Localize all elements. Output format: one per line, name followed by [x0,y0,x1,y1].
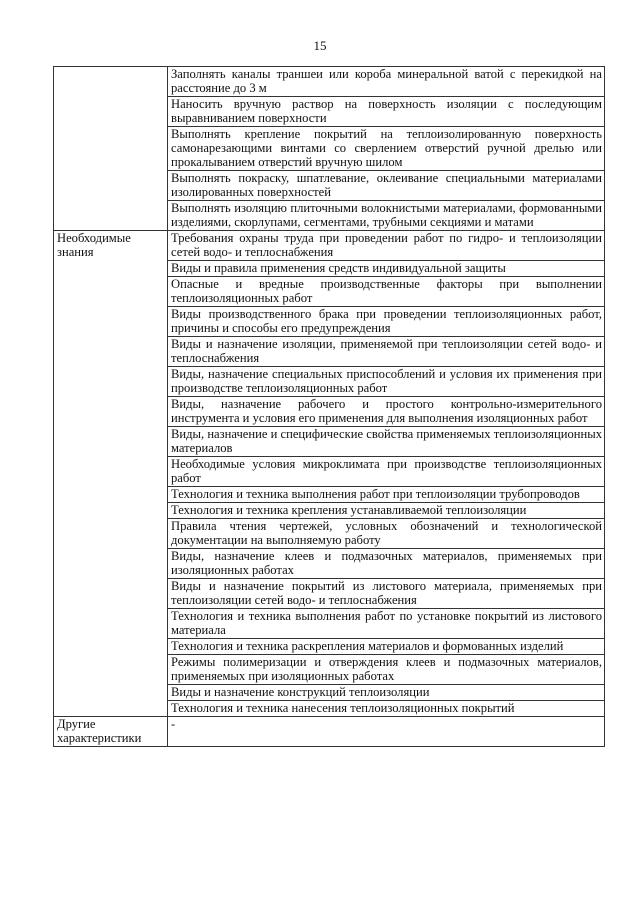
knowledge-item: Виды и назначение изоляции, применяемой при теплоизоляции сетей водо- и теплоснабжения [168,337,605,367]
knowledge-item: Виды, назначение специальных приспособлений и условия их применения при производстве теплоизоляционных работ [168,367,605,397]
skills-label-cell [54,67,168,231]
knowledge-item: Технология и техника выполнения работ при теплоизоляции трубопроводов [168,487,605,503]
knowledge-label: Необходимые знания [54,231,168,717]
knowledge-item: Виды, назначение клеев и подмазочных материалов, применяемых при изоляционных работах [168,549,605,579]
skill-item: Наносить вручную раствор на поверхность изоляции с последующим выравниванием поверхности [168,97,605,127]
knowledge-item: Виды и назначение покрытий из листового материала, применяемых при теплоизоляции сетей водо- и теплоснабжения [168,579,605,609]
skill-item: Заполнять каналы траншеи или короба минеральной ватой с перекидкой на расстояние до 3 м [168,67,605,97]
knowledge-item: Технология и техника выполнения работ по установке покрытий из листового материала [168,609,605,639]
skill-item: Выполнять покраску, шпатлевание, оклеивание специальными материалами изолированных поверхностей [168,171,605,201]
knowledge-item: Виды, назначение рабочего и простого контрольно-измерительного инструмента и условия его применения для выполнения изоляционных работ [168,397,605,427]
knowledge-item: Виды и назначение конструкций теплоизоляции [168,685,605,701]
knowledge-item: Технология и техника нанесения теплоизоляционных покрытий [168,701,605,717]
page-number: 15 [313,38,327,53]
knowledge-item: Опасные и вредные производственные факторы при выполнении теплоизоляционных работ [168,277,605,307]
table-row [54,717,605,747]
other-characteristics-label: Другие характеристики [54,717,168,747]
knowledge-item: Правила чтения чертежей, условных обозначений и технологической документации на выполняемую работу [168,519,605,549]
knowledge-item: Требования охраны труда при проведении работ по гидро- и теплоизоляции сетей водо- и теплоснабжения [168,231,605,261]
skill-item: Выполнять изоляцию плиточными волокнистыми материалами, формованными изделиями, скорлупами, сегментами, трубными секциями и матами [168,201,605,231]
knowledge-item: Виды, назначение и специфические свойства применяемых теплоизоляционных материалов [168,427,605,457]
table-row [54,231,605,261]
knowledge-item: Виды производственного брака при проведении теплоизоляционных работ, причины и способы его предупреждения [168,307,605,337]
knowledge-item: Виды и правила применения средств индивидуальной защиты [168,261,605,277]
skill-item: Выполнять крепление покрытий на теплоизолированную поверхность самонарезающими винтами со сверлением отверстий ручной дрелью или прокалыванием отверстий вручную шилом [168,127,605,171]
table-row [54,67,605,97]
knowledge-item: Необходимые условия микроклимата при производстве теплоизоляционных работ [168,457,605,487]
knowledge-item: Режимы полимеризации и отверждения клеев и подмазочных материалов, применяемых при изоляционных работах [168,655,605,685]
knowledge-item: Технология и техника крепления устанавливаемой теплоизоляции [168,503,605,519]
competency-table [53,66,605,747]
other-characteristics-value: - [168,717,605,747]
knowledge-item: Технология и техника раскрепления материалов и формованных изделий [168,639,605,655]
